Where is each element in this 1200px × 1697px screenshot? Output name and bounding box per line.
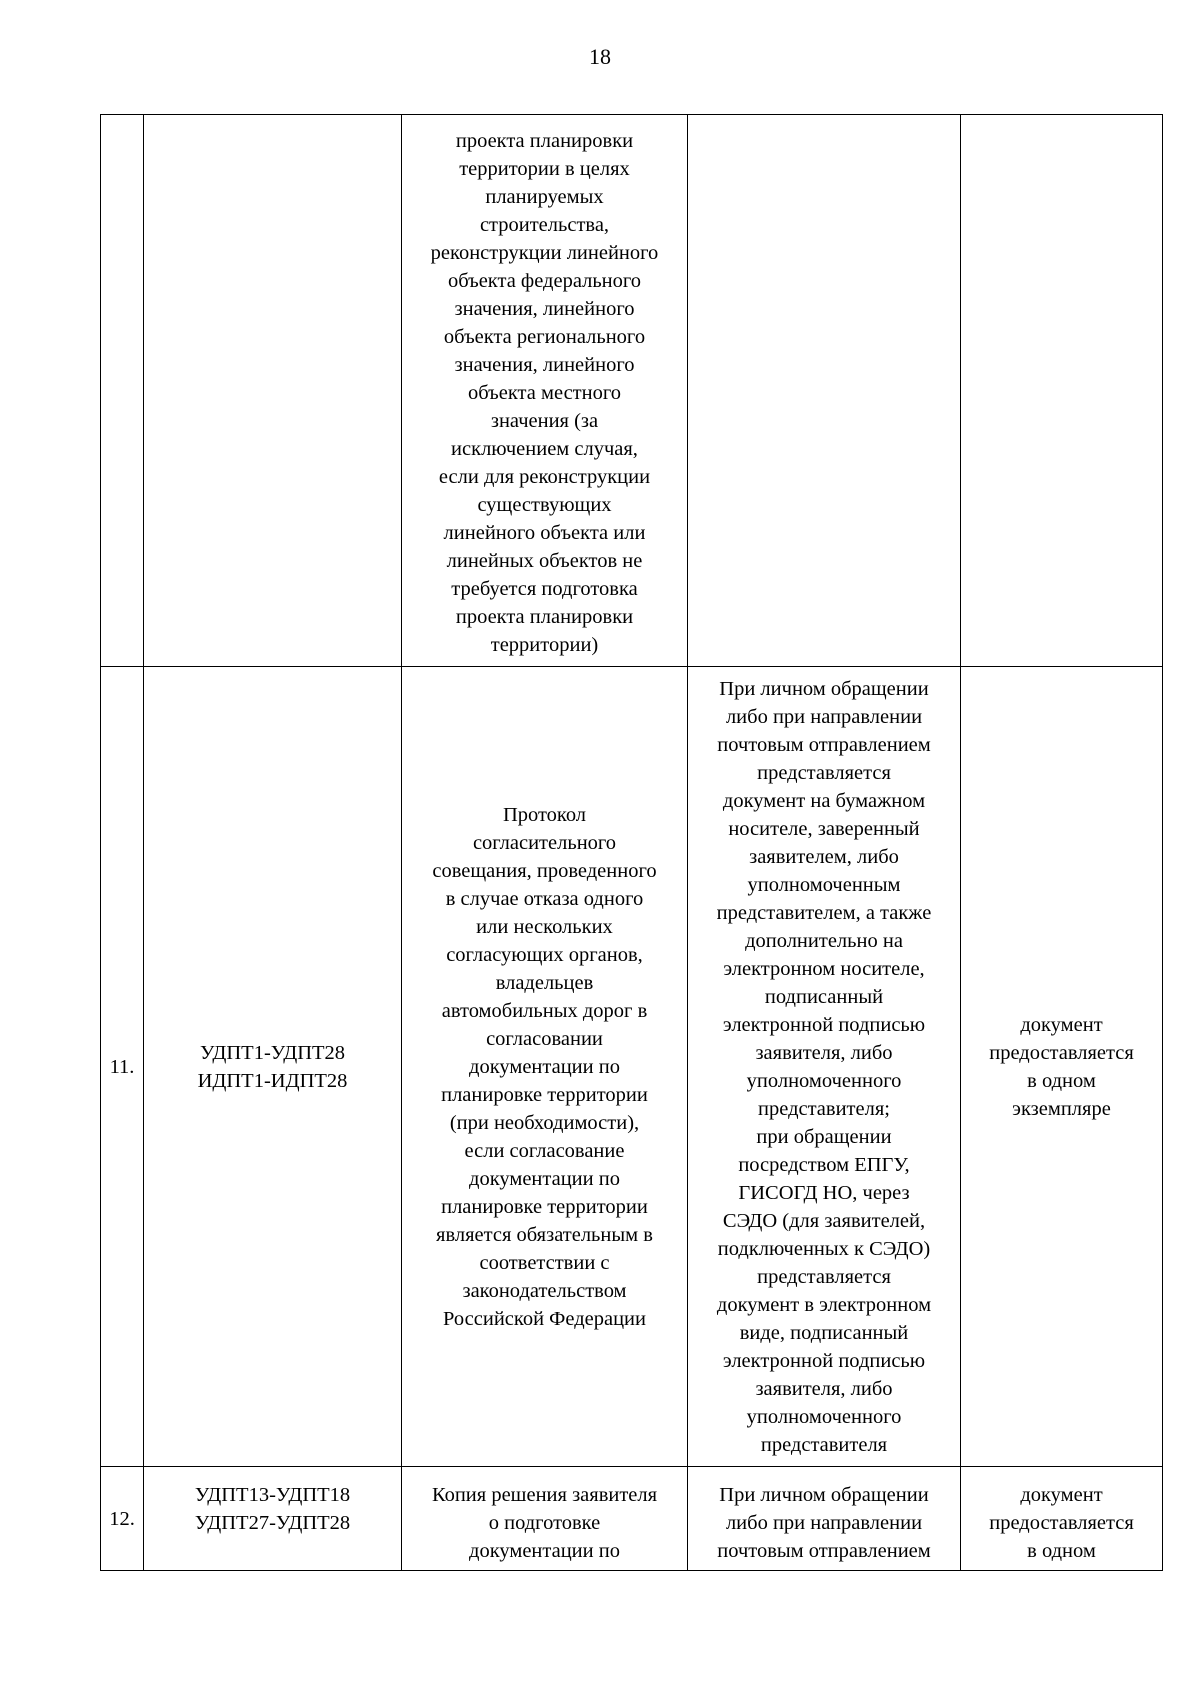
submission-form-cell: При личном обращении либо при направлении почтовым отправлением представляется документ на бумажном носителе, заверенный заявителем, либо уполномоченным представителем, а также дополнительно на электронном носителе, подписанный электронной подписью заявителя, либо уполномоченного представителя; при обращении посредством ЕПГУ, ГИСОГД НО, через СЭДО (для заявителей, подключенных к СЭДО) представляется документ в электронном виде, подписанный электронной подписью заявителя, либо уполномоченного представителя <box>688 667 961 1467</box>
quantity-cell <box>961 115 1163 667</box>
row-number-cell: 11. <box>101 667 144 1467</box>
document-name-cell: Протокол согласительного совещания, проведенного в случае отказа одного или нескольких согласующих органов, владельцев автомобильных дорог в согласовании документации по планировке территории (при необходимости), если согласование документации по планировке территории является обязательным в соответствии с законодательством Российской Федерации <box>402 667 688 1467</box>
quantity-cell: документ предоставляется в одном экземпляре <box>961 667 1163 1467</box>
quantity-cell: документ предоставляется в одном <box>961 1467 1163 1571</box>
submission-form-cell: При личном обращении либо при направлении почтовым отправлением <box>688 1467 961 1571</box>
submission-form-cell <box>688 115 961 667</box>
documents-table <box>100 114 1163 1571</box>
document-codes-cell <box>144 115 402 667</box>
table-row <box>101 115 1163 667</box>
table-row <box>101 1467 1163 1571</box>
document-name-cell: проекта планировки территории в целях планируемых строительства, реконструкции линейного объекта федерального значения, линейного объекта регионального значения, линейного объекта местного значения (за исключением случая, если для реконструкции существующих линейного объекта или линейных объектов не требуется подготовка проекта планировки территории) <box>402 115 688 667</box>
document-name-cell: Копия решения заявителя о подготовке документации по <box>402 1467 688 1571</box>
document-codes-cell: УДПТ1-УДПТ28 ИДПТ1-ИДПТ28 <box>144 667 402 1467</box>
page-number: 18 <box>589 44 611 69</box>
row-number-cell: 12. <box>101 1467 144 1571</box>
table-row <box>101 667 1163 1467</box>
document-codes-cell: УДПТ13-УДПТ18 УДПТ27-УДПТ28 <box>144 1467 402 1571</box>
row-number-cell <box>101 115 144 667</box>
